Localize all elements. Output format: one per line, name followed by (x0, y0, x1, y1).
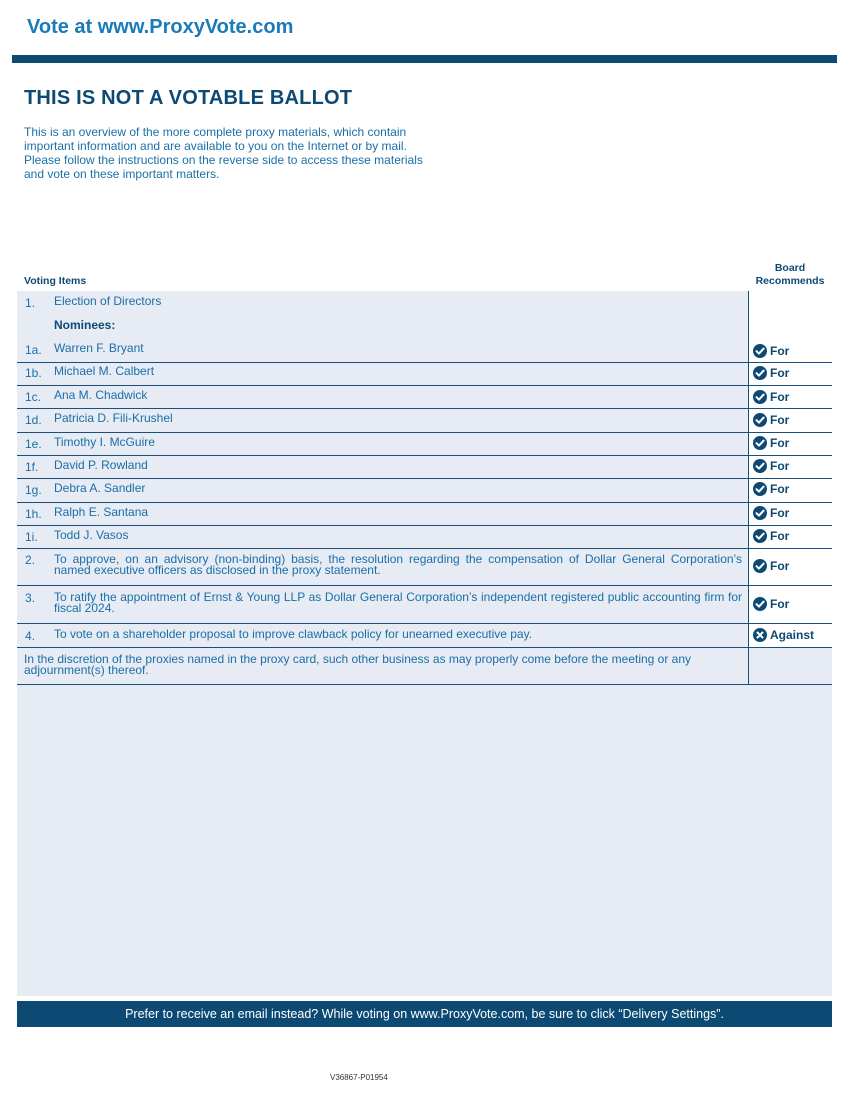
item-text: Ana M. Chadwick (54, 388, 148, 402)
table-row (17, 624, 832, 648)
check-circle-icon (753, 436, 767, 450)
table-row (17, 386, 832, 409)
recommendation-cell (748, 549, 832, 585)
recommendation-cell (748, 479, 832, 502)
item-number: 3. (25, 591, 36, 605)
item-text: Debra A. Sandler (54, 481, 146, 495)
document-code: V36867-P01954 (330, 1073, 388, 1082)
check-circle-icon (753, 559, 767, 573)
recommendation-label: For (770, 366, 790, 380)
recommendation-label: For (770, 344, 790, 358)
nominees-label: Nominees: (54, 318, 116, 332)
recommendation-cell (748, 456, 832, 478)
item-text: Ralph E. Santana (54, 505, 149, 519)
recommendation-cell (748, 386, 832, 408)
recommendation-label: For (770, 436, 790, 450)
recommendation-cell (748, 291, 832, 319)
recommendation-for (753, 413, 789, 427)
item-text: To approve, on an advisory (non-binding) basis, the resolution regarding the compensation of Dollar General Corporation’s named executive officers as disclosed in the proxy statement. (54, 552, 742, 577)
page-title: THIS IS NOT A VOTABLE BALLOT (24, 87, 353, 109)
header-divider (12, 55, 837, 63)
intro-text: This is an overview of the more complete proxy materials, which contain important information and are available to you on the Internet or by mail. Please follow the instructions on the reverse side to access these materials and vote on these important matters. (24, 125, 423, 181)
recommendation-for (753, 482, 789, 496)
recommendation-for (753, 390, 789, 404)
recommendation-cell (748, 409, 832, 432)
table-row (17, 549, 832, 586)
recommendation-label: For (770, 482, 790, 496)
item-number: 1c. (25, 390, 42, 404)
x-circle-icon (753, 628, 767, 642)
check-circle-icon (753, 529, 767, 543)
item-number: 1b. (25, 366, 42, 380)
recommendation-for (753, 506, 789, 520)
table-row (17, 433, 832, 456)
table-row (17, 363, 832, 386)
table-row (17, 479, 832, 503)
recommendation-for (753, 559, 789, 573)
table-row (17, 586, 832, 624)
check-circle-icon (753, 413, 767, 427)
recommendation-for (753, 529, 789, 543)
item-number: 1d. (25, 413, 42, 427)
recommendation-label: For (770, 413, 790, 427)
proxyvote-link[interactable]: Vote at www.ProxyVote.com (27, 16, 294, 38)
table-row (17, 526, 832, 549)
recommendation-for (753, 344, 789, 358)
item-number: 1a. (25, 343, 42, 357)
recommendation-against (753, 628, 814, 642)
item-text: Todd J. Vasos (54, 528, 129, 542)
recommendation-for (753, 366, 789, 380)
check-circle-icon (753, 597, 767, 611)
discretion-text: In the discretion of the proxies named in the proxy card, such other business as may properly come before the meeting or any adjournment(s) thereof. (24, 652, 692, 677)
item-number: 1g. (25, 483, 42, 497)
recommendation-for (753, 459, 789, 473)
recommendation-cell (748, 526, 832, 548)
item-text: To ratify the appointment of Ernst & Young LLP as Dollar General Corporation’s independent registered public accounting firm for fiscal 2024. (54, 590, 742, 615)
check-circle-icon (753, 390, 767, 404)
voting-items-header: Voting Items (24, 275, 87, 287)
item-number: 1h. (25, 507, 42, 521)
email-delivery-text: Prefer to receive an email instead? While voting on www.ProxyVote.com, be sure to click “Delivery Settings”. (125, 1007, 724, 1021)
recommendation-cell (748, 319, 832, 341)
recommendation-cell (748, 363, 832, 385)
email-delivery-banner (17, 1001, 832, 1027)
recommendation-label: For (770, 529, 790, 543)
recommendation-label: For (770, 597, 790, 611)
check-circle-icon (753, 366, 767, 380)
table-row (17, 320, 832, 342)
item-text: Michael M. Calbert (54, 364, 155, 378)
item-text: Warren F. Bryant (54, 341, 144, 355)
recommendation-for (753, 436, 789, 450)
recommendation-cell (748, 586, 832, 623)
recommendation-label: For (770, 459, 790, 473)
item-number: 1e. (25, 437, 42, 451)
check-circle-icon (753, 482, 767, 496)
item-text: To vote on a shareholder proposal to improve clawback policy for unearned executive pay. (54, 627, 533, 641)
board-recommends-header (748, 262, 832, 288)
board-recommends-line2: Recommends (755, 275, 825, 287)
recommendation-for (753, 597, 789, 611)
item-number: 1i. (25, 530, 38, 544)
check-circle-icon (753, 459, 767, 473)
recommendation-cell (748, 648, 832, 684)
table-row (17, 409, 832, 433)
item-number: 1f. (25, 460, 39, 474)
table-row (17, 296, 832, 319)
item-number: 4. (25, 629, 36, 643)
recommendation-label: Against (770, 628, 815, 642)
item-number: 1. (25, 296, 36, 310)
recommendation-cell (748, 624, 832, 647)
item-text: Patricia D. Fili-Krushel (54, 411, 173, 425)
recommendation-cell (748, 503, 832, 525)
check-circle-icon (753, 344, 767, 358)
table-row (17, 648, 832, 685)
recommendation-label: For (770, 390, 790, 404)
table-row (17, 456, 832, 479)
recommendation-cell (748, 341, 832, 362)
board-recommends-line1: Board (774, 262, 806, 274)
item-number: 2. (25, 553, 36, 567)
recommendation-label: For (770, 559, 790, 573)
item-text: Election of Directors (54, 294, 162, 308)
recommendation-cell (748, 433, 832, 455)
recommendation-label: For (770, 506, 790, 520)
check-circle-icon (753, 506, 767, 520)
item-text: Timothy I. McGuire (54, 435, 155, 449)
table-row (17, 503, 832, 526)
table-row (17, 341, 832, 363)
item-text: David P. Rowland (54, 458, 148, 472)
